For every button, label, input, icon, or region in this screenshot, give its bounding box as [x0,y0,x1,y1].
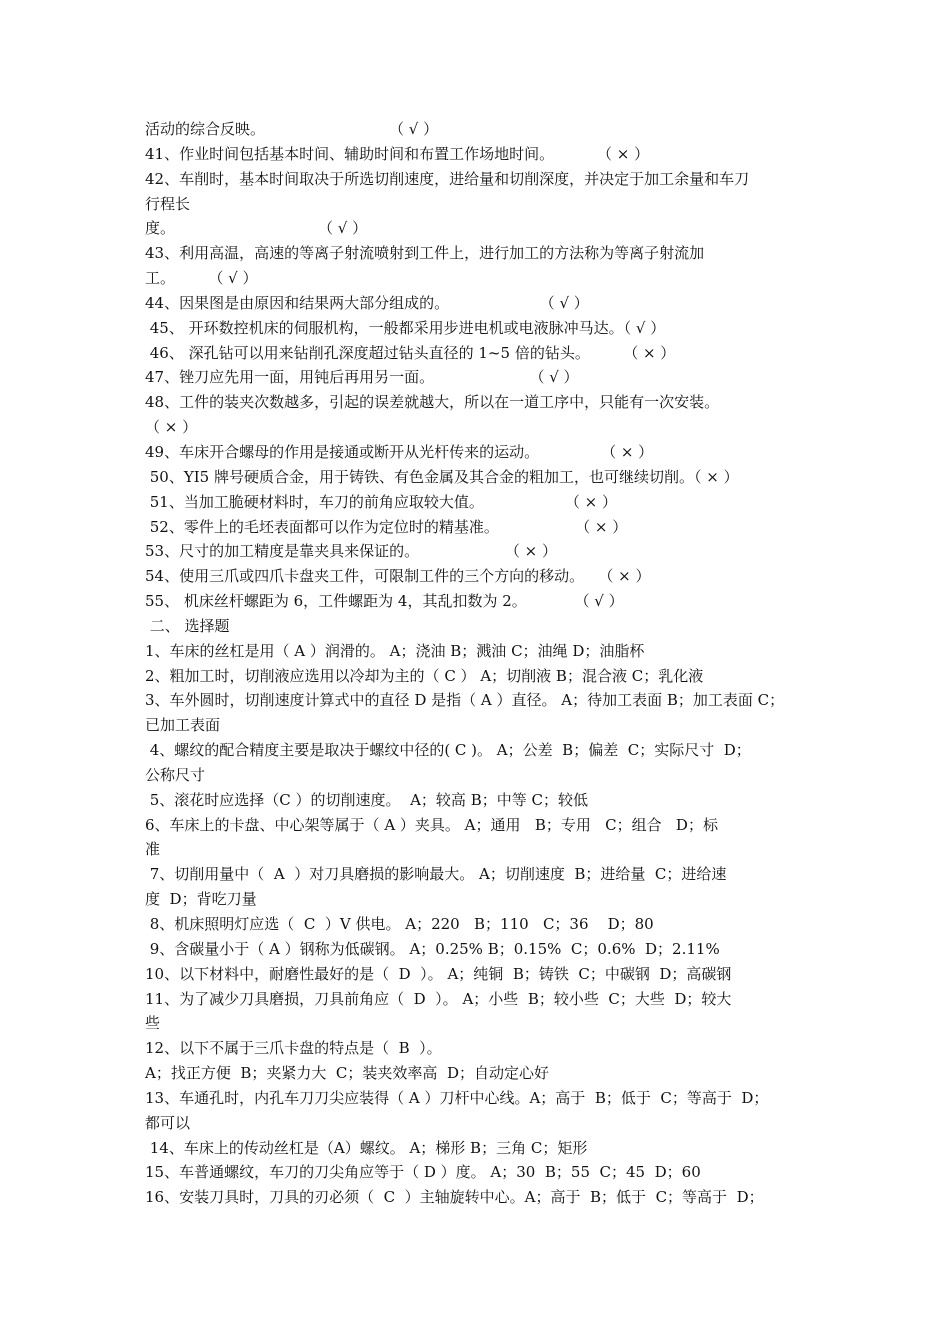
text-line: 16、安装刀具时，刀具的刃必须（ C ）主轴旋转中心。A；高于 B；低于 C；等高于 D； [145,1188,764,1207]
text-line: （ × ） [145,418,198,437]
text-line: A；找正方便 B；夹紧力大 C；装夹效率高 D；自动定心好 [145,1064,549,1083]
text-line: 公称尺寸 [145,765,206,784]
text-line: 50、YI5 牌号硬质合金，用于铸铁、有色金属及其合金的粗加工，也可继续切削。（ × ） [145,467,739,486]
text-line: 11、为了减少刀具磨损，刀具前角应（ D ）。 A；小些 B；较小些 C；大些 D；较大 [145,989,732,1008]
text-line: 14、车床上的传动丝杠是（A）螺纹。 A；梯形 B；三角 C；矩形 [145,1138,588,1157]
text-line: 都可以 [145,1113,191,1132]
text-line: 52、零件上的毛坯表面都可以作为定位时的精基准。 （ × ） [145,517,628,536]
text-line: 行程长 [145,194,191,213]
document-body [145,117,810,1210]
text-line: 55、 机床丝杆螺距为 6，工件螺距为 4，其乱扣数为 2。 （ √ ） [145,592,624,611]
text-line: 10、以下材料中，耐磨性最好的是（ D ）。 A；纯铜 B；铸铁 C；中碳钢 D；高碳钢 [145,964,732,983]
text-line: 9、含碳量小于（ A ）钢称为低碳钢。 A；0.25% B；0.15% C；0.6% D；2.11% [145,939,720,958]
text-line: 41、作业时间包括基本时间、辅助时间和布置工作场地时间。 （ × ） [145,144,650,163]
text-line: 46、 深孔钻可以用来钻削孔深度超过钻头直径的 1~5 倍的钻头。 （ × ） [145,343,676,362]
text-line: 53、尺寸的加工精度是靠夹具来保证的。 （ × ） [145,542,558,561]
text-line: 些 [145,1014,161,1033]
text-line: 49、车床开合螺母的作用是接通或断开从光杆传来的运动。 （ × ） [145,442,654,461]
text-line: 8、机床照明灯应选（ C ）V 供电。 A；220 B；110 C；36 D；80 [145,915,654,933]
text-line: 12、以下不属于三爪卡盘的特点是（ B ）。 [145,1039,442,1058]
text-line: 已加工表面 [145,716,221,735]
text-line: 48、工件的装夹次数越多，引起的误差就越大，所以在一道工序中，只能有一次安装。 [145,393,720,412]
text-line: 15、车普通螺纹，车刀的刀尖角应等于（ D ）度。 A；30 B；55 C；45 D；60 [145,1163,701,1182]
text-line: 13、车通孔时，内孔车刀刀尖应装得（ A ）刀杆中心线。A；高于 B；低于 C；等高于 D； [145,1088,769,1107]
text-line: 47、锉刀应先用一面，用钝后再用另一面。 （ √ ） [145,368,579,387]
text-line: 二、 选择题 [145,616,230,635]
text-line: 54、使用三爪或四爪卡盘夹工件，可限制工件的三个方向的移动。 （ × ） [145,567,651,586]
text-line: 1、车床的丝杠是用（ A ）润滑的。 A；浇油 B；溅油 C；油绳 D；油脂杯 [145,641,645,660]
text-line: 45、 开环数控机床的伺服机构，一般都采用步进电机或电液脉冲马达。（ √ ） [145,318,666,337]
text-line: 44、因果图是由原因和结果两大部分组成的。 （ √ ） [145,293,589,312]
text-line: 6、车床上的卡盘、中心架等属于（ A ）夹具。 A；通用 B；专用 C；组合 D；标 [145,815,718,834]
text-line: 工。 （ √ ） [145,269,258,288]
text-line: 4、螺纹的配合精度主要是取决于螺纹中径的( C )。 A；公差 B；偏差 C；实际尺寸 D； [145,741,751,760]
text-line: 7、切削用量中（ A ）对刀具磨损的影响最大。 A；切削速度 B；进给量 C；进给速 [145,865,727,884]
text-line: 度 D；背吃刀量 [145,890,257,909]
text-line: 活动的综合反映。 （ √ ） [145,120,439,138]
text-line: 准 [145,840,161,859]
text-line: 3、车外圆时，切削速度计算式中的直径 D 是指（ A ）直径。 A；待加工表面 B；加工表面 C； [145,691,785,710]
text-line: 51、当加工脆硬材料时，车刀的前角应取较大值。 （ × ） [145,492,618,511]
text-line: 2、粗加工时，切削液应选用以冷却为主的（ C ） A；切削液 B；混合液 C；乳化液 [145,666,704,685]
text-line: 5、滚花时应选择（C ）的切削速度。 A；较高 B；中等 C；较低 [145,790,588,809]
text-line: 43、利用高温，高速的等离子射流喷射到工件上，进行加工的方法称为等离子射流加 [145,244,705,263]
text-line: 度。 （ √ ） [145,219,368,238]
text-line: 42、车削时，基本时间取决于所选切削速度，进给量和切削深度，并决定于加工余量和车刀 [145,169,750,188]
